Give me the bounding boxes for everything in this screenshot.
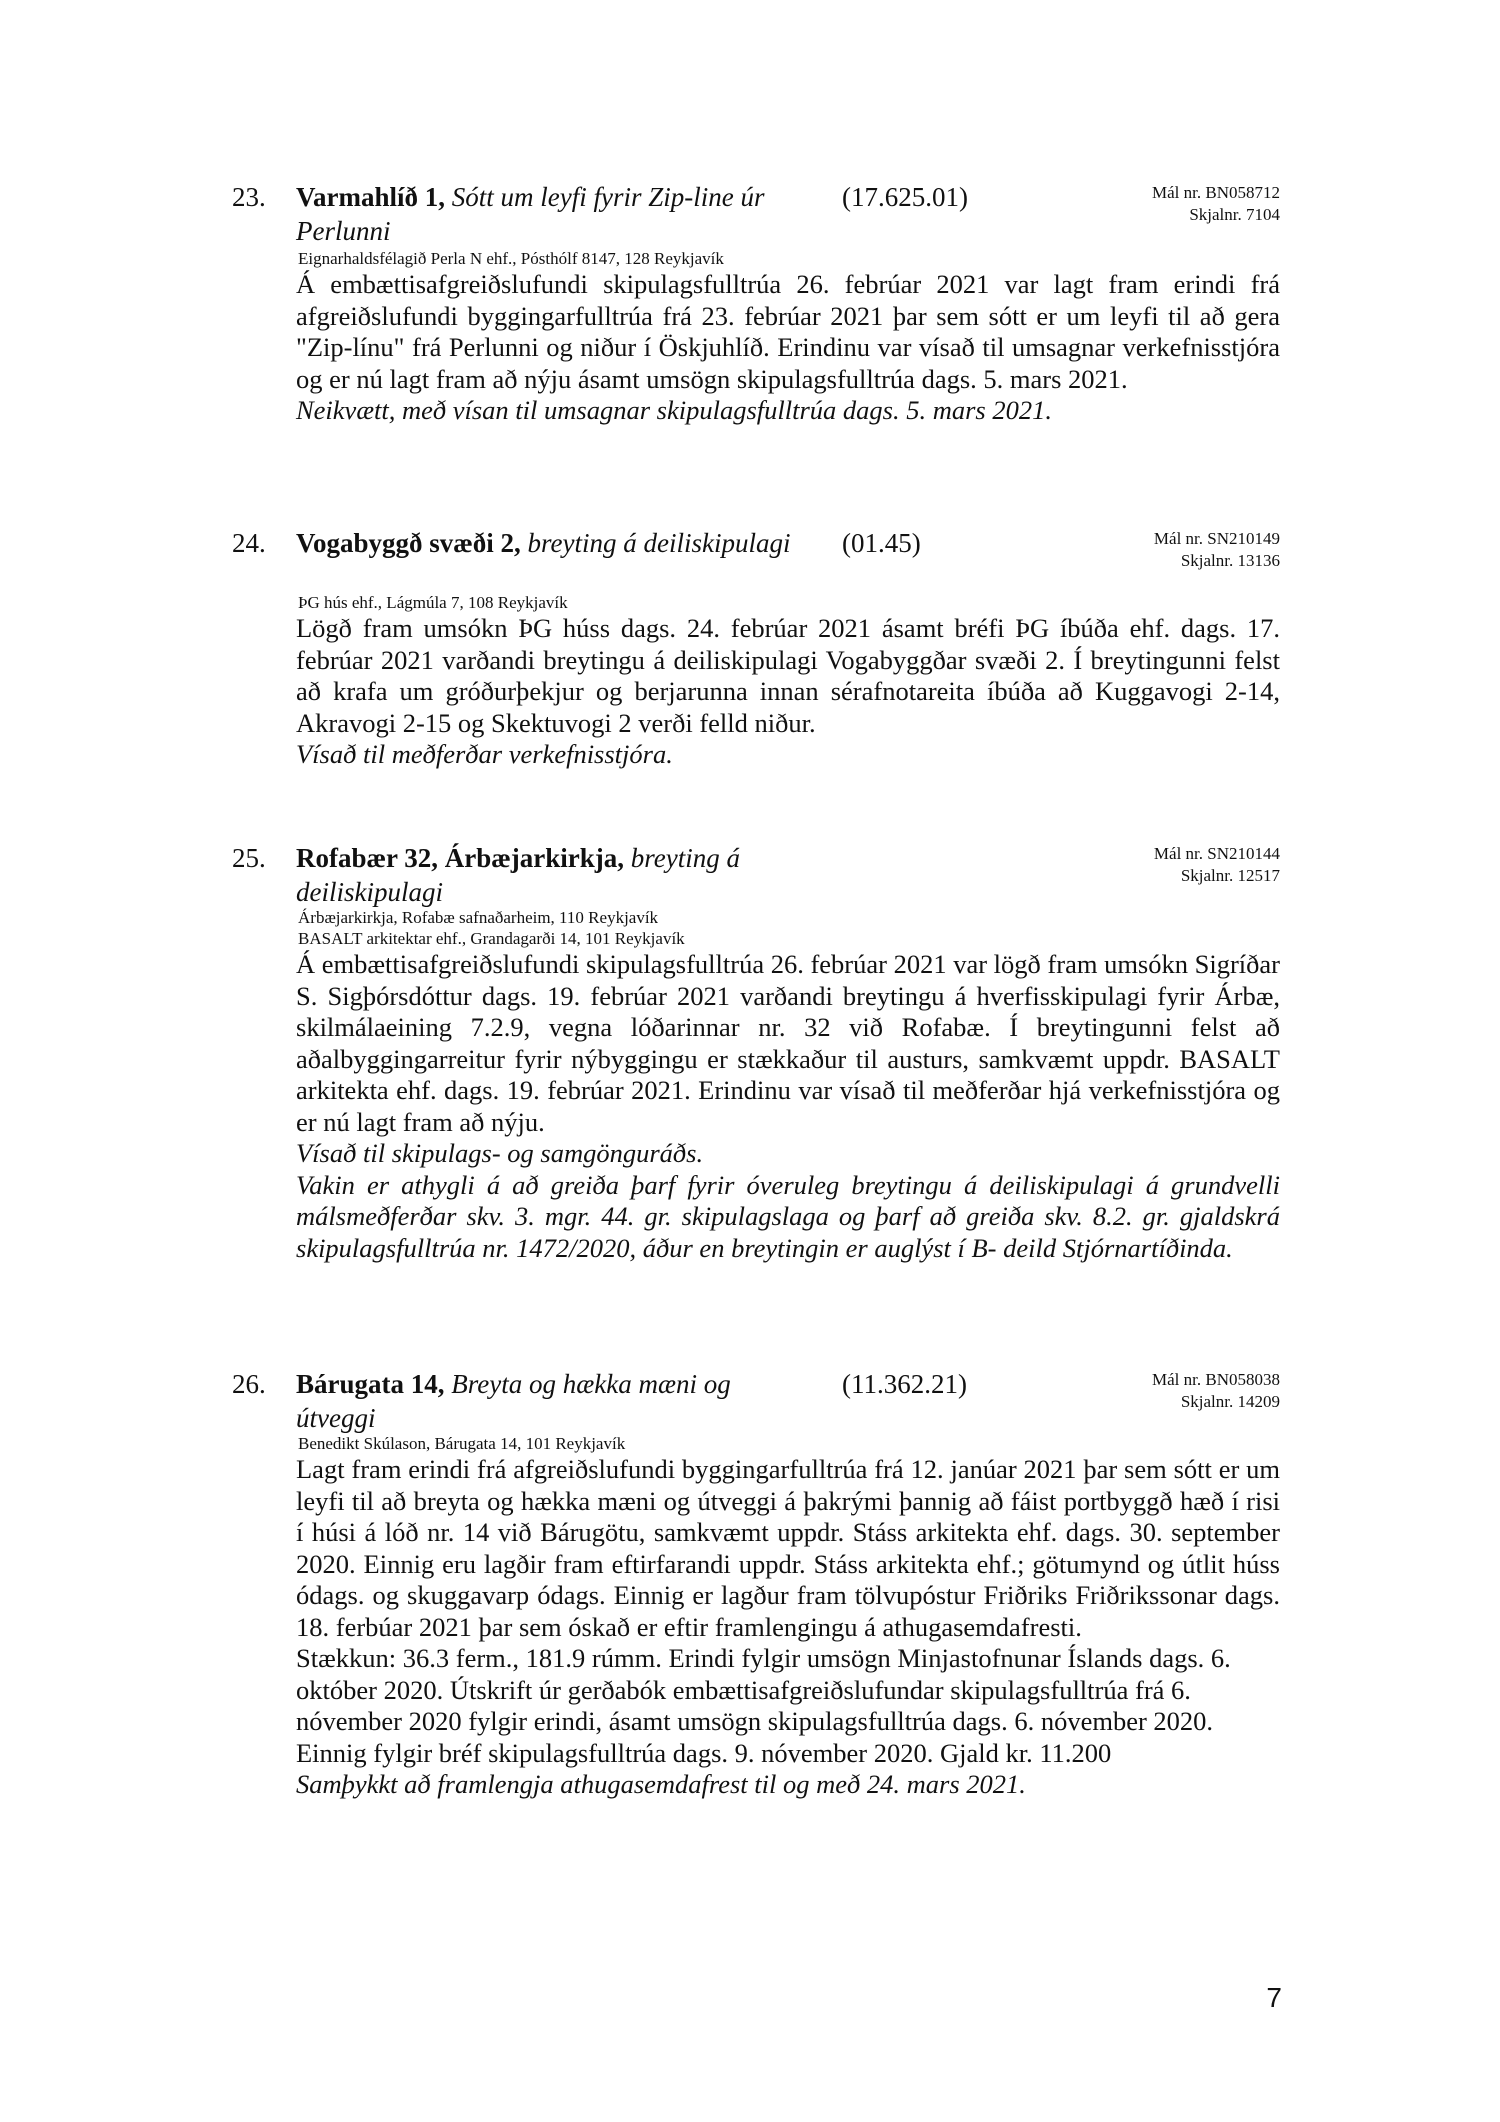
applicant: Eignarhaldsfélagið Perla N ehf., Pósthólf 8147, 128 Reykjavík bbox=[298, 249, 724, 268]
applicant: ÞG hús ehf., Lágmúla 7, 108 Reykjavík bbox=[298, 593, 568, 612]
page-number: 7 bbox=[1266, 1982, 1282, 2013]
doc-ref: Skjalnr. 7104 bbox=[1189, 205, 1280, 224]
applicant: BASALT arkitektar ehf., Grandagarði 14, 101 Reykjavík bbox=[298, 929, 685, 948]
case-paragraph: Stækkun: 36.3 ferm., 181.9 rúmm. Erindi fylgir umsögn Minjastofnunar Íslands dags. 6. október 2020. Útskrift úr gerðabók embættisafgreiðslufundar skipulagsfulltrúa frá 6. nóvember 2020 fylgir erindi, ásamt umsögn skipulagsfulltrúa dags. 6. nóvember 2020. Einnig fylgir bréf skipulagsfulltrúa dags. 9. nóvember 2020. Gjald kr. 11.200 bbox=[296, 1643, 1231, 1768]
case-address: Rofabær 32, Árbæjarkirkja, bbox=[296, 843, 624, 873]
case-title bbox=[296, 1367, 796, 1435]
case-ref: Mál nr. SN210149 bbox=[1153, 529, 1280, 548]
land-number: (01.45) bbox=[842, 528, 921, 558]
case-description: Sótt um leyfi fyrir Zip-line úr Perlunni bbox=[296, 182, 765, 246]
case-paragraph: Á embættisafgreiðslufundi skipulagsfulltrúa 26. febrúar 2021 var lagt fram erindi frá afgreiðslufundi byggingarfulltrúa frá 23. febrúar 2021 þar sem sótt er um leyfi til að gera "Zip-línu" frá Perlunni og niður í Öskjuhlíð. Erindinu var vísað til umsagnar verkefnisstjóra og er nú lagt fram að nýju ásamt umsögn skipulagsfulltrúa dags. 5. mars 2021. bbox=[296, 269, 1280, 394]
case-paragraph: Á embættisafgreiðslufundi skipulagsfulltrúa 26. febrúar 2021 var lögð fram umsókn Sigríðar S. Sigþórsdóttur dags. 19. febrúar 2021 varðandi breytingu á hverfisskipulagi fyrir Árbæ, skilmálaeining 7.2.9, vegna lóðarinnar nr. 32 við Rofabæ. Í breytingunni felst að aðalbyggingarreitur fyrir nýbyggingu er stækkaður til austurs, samkvæmt uppdr. BASALT arkitekta ehf. dags. 19. febrúar 2021. Erindinu var vísað til meðferðar hjá verkefnisstjóra og er nú lagt fram að nýju. bbox=[296, 949, 1280, 1137]
case-address: Bárugata 14, bbox=[296, 1369, 445, 1399]
case-references bbox=[1154, 528, 1280, 572]
case-number: 25. bbox=[232, 843, 266, 873]
case-ref: Mál nr. BN058712 bbox=[1152, 183, 1280, 202]
case-references bbox=[1152, 182, 1280, 226]
case-decision: Samþykkt að framlengja athugasemdafrest til og með 24. mars 2021. bbox=[296, 1769, 1026, 1799]
case-title bbox=[296, 841, 796, 909]
case-number: 23. bbox=[232, 182, 266, 212]
case-body bbox=[296, 613, 1280, 771]
case-ref: Mál nr. SN210144 bbox=[1153, 844, 1280, 863]
case-address: Varmahlíð 1, bbox=[296, 182, 446, 212]
case-description: breyting á deiliskipulagi bbox=[527, 528, 791, 558]
applicant-list bbox=[298, 907, 685, 949]
applicant-list bbox=[298, 248, 724, 269]
case-paragraph: Lagt fram erindi frá afgreiðslufundi byggingarfulltrúa frá 12. janúar 2021 þar sem sótt er um leyfi til að breyta og hækka mæni og útveggi á þakrými þannig að fáist portbyggð hæð í risi í húsi á lóð nr. 14 við Bárugötu, samkvæmt uppdr. Stáss arkitekta ehf. dags. 30. september 2020. Einnig eru lagðir fram eftirfarandi uppdr. Stáss arkitekta ehf.; götumynd og útlit húss ódags. og skuggavarp ódags. Einnig er lagður fram tölvupóstur Friðriks Friðrikssonar dags. 18. ferbúar 2021 þar sem óskað er eftir framlengingu á athugasemdafresti. bbox=[296, 1454, 1280, 1642]
applicant: Benedikt Skúlason, Bárugata 14, 101 Reykjavík bbox=[298, 1434, 626, 1453]
case-number: 24. bbox=[232, 528, 266, 558]
land-number: (17.625.01) bbox=[842, 182, 968, 212]
case-references bbox=[1154, 843, 1280, 887]
doc-ref: Skjalnr. 13136 bbox=[1180, 551, 1280, 570]
case-title bbox=[296, 526, 796, 560]
applicant: Árbæjarkirkja, Rofabæ safnaðarheim, 110 Reykjavík bbox=[298, 908, 659, 927]
case-paragraph: Lögð fram umsókn ÞG húss dags. 24. febrúar 2021 ásamt bréfi ÞG íbúða ehf. dags. 17. febrúar 2021 varðandi breytingu á deiliskipulagi Vogabyggðar svæði 2. Í breytingunni felst að krafa um gróðurþekjur og berjarunna innan sérafnotareita íbúða að Kuggavogi 2-14, Akravogi 2-15 og Skektuvogi 2 verði felld niður. bbox=[296, 613, 1280, 738]
case-address: Vogabyggð svæði 2, bbox=[296, 528, 521, 558]
case-description: Breyta og hækka mæni og útveggi bbox=[296, 1369, 731, 1433]
applicant-list bbox=[298, 1433, 625, 1454]
case-body bbox=[296, 949, 1280, 1264]
land-number: (11.362.21) bbox=[842, 1369, 967, 1399]
case-decision: Vakin er athygli á að greiða þarf fyrir óveruleg breytingu á deiliskipulagi á grundvelli málsmeðferðar skv. 3. mgr. 44. gr. skipulagslaga og þarf að greiða skv. 8.2. gr. gjaldskrá skipulagsfulltrúa nr. 1472/2020, áður en breytingin er auglýst í B- deild Stjórnartíðinda. bbox=[296, 1169, 1280, 1263]
doc-ref: Skjalnr. 12517 bbox=[1180, 866, 1280, 885]
case-references bbox=[1152, 1369, 1280, 1413]
applicant-list bbox=[298, 592, 568, 613]
case-body bbox=[296, 1454, 1280, 1801]
case-title bbox=[296, 180, 796, 248]
case-ref: Mál nr. BN058038 bbox=[1152, 1370, 1280, 1389]
case-decision: Vísað til skipulags- og samgönguráðs. bbox=[296, 1138, 704, 1168]
case-body bbox=[296, 269, 1280, 427]
case-number: 26. bbox=[232, 1369, 266, 1399]
case-description: breyting á deiliskipulagi bbox=[296, 843, 740, 907]
doc-ref: Skjalnr. 14209 bbox=[1180, 1392, 1280, 1411]
case-decision: Neikvætt, með vísan til umsagnar skipulagsfulltrúa dags. 5. mars 2021. bbox=[296, 395, 1052, 425]
case-decision: Vísað til meðferðar verkefnisstjóra. bbox=[296, 739, 673, 769]
